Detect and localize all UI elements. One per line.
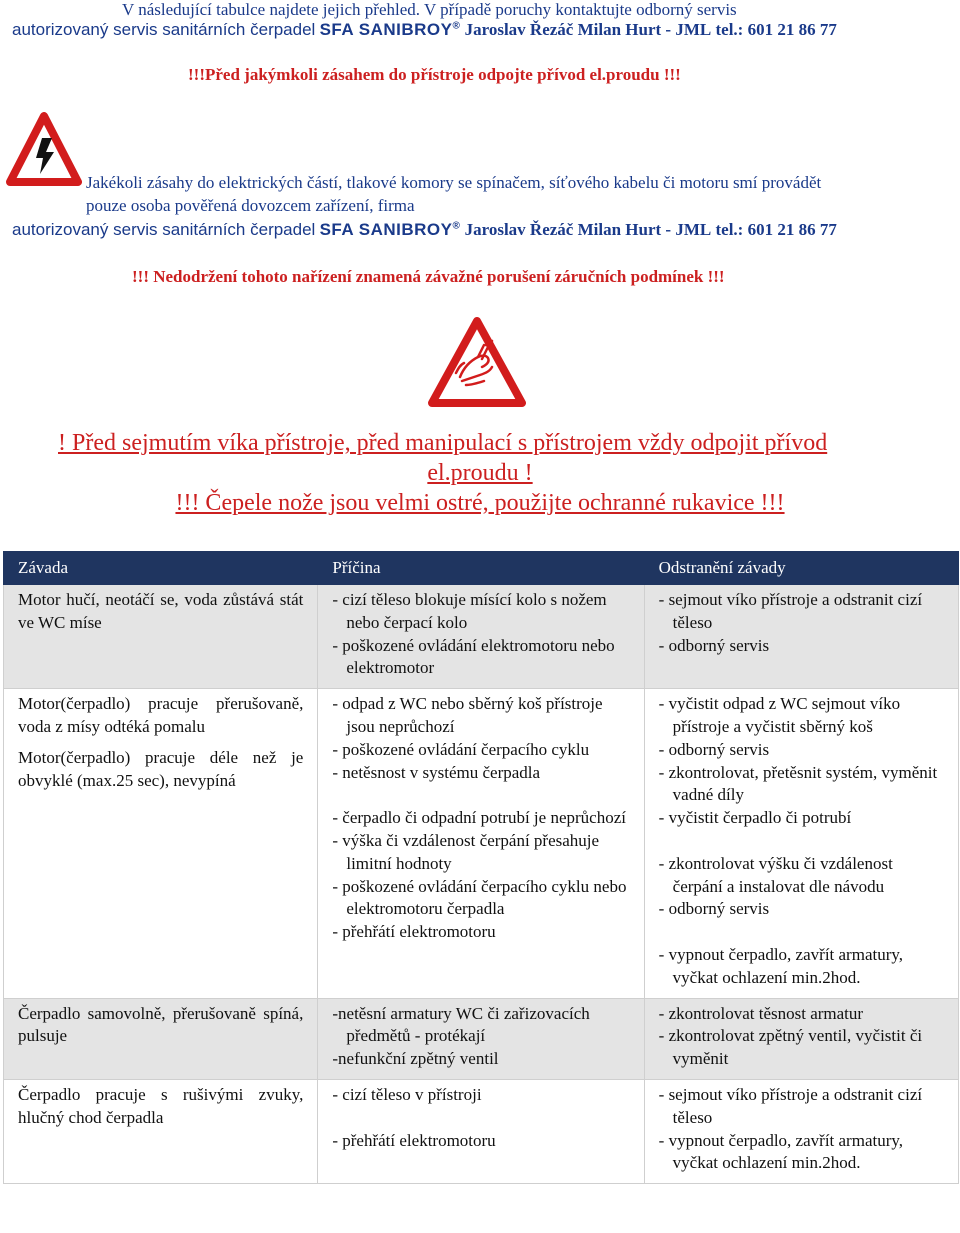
cut-hand-warning-icon: [426, 315, 528, 411]
service-prefix: autorizovaný servis sanitárních čerpadel: [12, 20, 316, 39]
notice-line-1: Jakékoli zásahy do elektrických částí, tlakové komory se spínačem, síťového kabelu či motoru smí provádět: [86, 173, 822, 192]
remedy-cell: - vyčistit odpad z WC sejmout víko přístroje a vyčistit sběrný koš - odborný servis - zkontrolovat, přetěsnit systém, vyměnit vadné díly - vyčistit čerpadlo či potrubí - zkontrolovat výšku či vzdálenost čerpání a instalovat dle návodu - odborný servis - vypnout čerpadlo, zavřít armatury, vyčkat ochlazení min.2hod.: [644, 689, 958, 998]
service-person: Jaroslav Řezáč: [464, 20, 574, 39]
warranty-warning: !!! Nedodržení tohoto nařízení znamená závažné porušení záručních podmínek !!!: [132, 267, 725, 286]
fault-cell: Motor hučí, neotáčí se, voda zůstává stát ve WC míse: [4, 585, 318, 689]
cause-cell: - cizí těleso blokuje mísící kolo s nožem nebo čerpací kolo - poškozené ovládání elektromotoru nebo elektromotor: [318, 585, 644, 689]
cause-cell: -netěsní armatury WC či zařizovacích předmětů - protékají -nefunkční zpětný ventil: [318, 998, 644, 1079]
column-header-fault: Závada: [4, 552, 318, 585]
table-header-row: [4, 552, 959, 585]
blade-warning-line-3: !!! Čepele nože jsou velmi ostré, použijte ochranné rukavice !!!: [175, 490, 785, 516]
table-row: [4, 1079, 959, 1183]
service-phone: tel.: 601 21 86 77: [715, 220, 837, 239]
intro-text: V následující tabulce najdete jejich přehled. V případě poruchy kontaktujte odborný servis: [122, 0, 737, 19]
service-phone: tel.: 601 21 86 77: [715, 20, 837, 39]
table-row: [4, 689, 959, 998]
service-company: Milan Hurt - JML: [577, 220, 712, 239]
fault-cell: Čerpadlo samovolně, přerušovaně spíná, pulsuje: [4, 998, 318, 1079]
service-contact-line: [12, 20, 837, 40]
column-header-remedy: Odstranění závady: [644, 552, 958, 585]
high-voltage-warning-icon: [6, 112, 82, 188]
remedy-cell: - sejmout víko přístroje a odstranit cizí těleso - vypnout čerpadlo, zavřít armatury, vyčkat ochlazení min.2hod.: [644, 1079, 958, 1183]
service-prefix: autorizovaný servis sanitárních čerpadel: [12, 220, 316, 239]
brand-logo: SFA SANIBROY®: [319, 20, 461, 39]
blade-warning-line-2: el.proudu !: [427, 460, 533, 486]
service-contact-line-2: [12, 220, 837, 240]
fault-cell: Motor(čerpadlo) pracuje přerušovaně, voda z mísy odtéká pomalu Motor(čerpadlo) pracuje déle než je obvyklé (max.25 sec), nevypíná: [4, 689, 318, 998]
disconnect-warning: !!!Před jakýmkoli zásahem do přístroje odpojte přívod el.proudu !!!: [188, 65, 681, 84]
table-row: [4, 585, 959, 689]
service-person: Jaroslav Řezáč: [464, 220, 574, 239]
notice-line-2: pouze osoba pověřená dovozcem zařízení, firma: [86, 196, 415, 215]
fault-table: [3, 551, 959, 1184]
table-row: [4, 998, 959, 1079]
cause-cell: - odpad z WC nebo sběrný koš přístroje jsou neprůchozí - poškozené ovládání čerpacího cyklu - netěsnost v systému čerpadla - čerpadlo či odpadní potrubí je neprůchozí - výška či vzdálenost čerpání přesahuje limitní hodnoty - poškozené ovládání čerpacího cyklu nebo elektromotoru čerpadla - přehřátí elektromotoru: [318, 689, 644, 998]
brand-logo: SFA SANIBROY®: [319, 220, 461, 239]
remedy-cell: - zkontrolovat těsnost armatur - zkontrolovat zpětný ventil, vyčistit či vyměnit: [644, 998, 958, 1079]
fault-cell: Čerpadlo pracuje s rušivými zvuky, hlučný chod čerpadla: [4, 1079, 318, 1183]
cause-cell: - cizí těleso v přístroji - přehřátí elektromotoru: [318, 1079, 644, 1183]
blade-warning-line-1: ! Před sejmutím víka přístroje, před manipulací s přístrojem vždy odpojit přívod: [58, 430, 828, 456]
remedy-cell: - sejmout víko přístroje a odstranit cizí těleso - odborný servis: [644, 585, 958, 689]
service-company: Milan Hurt - JML: [577, 20, 712, 39]
column-header-cause: Příčina: [318, 552, 644, 585]
